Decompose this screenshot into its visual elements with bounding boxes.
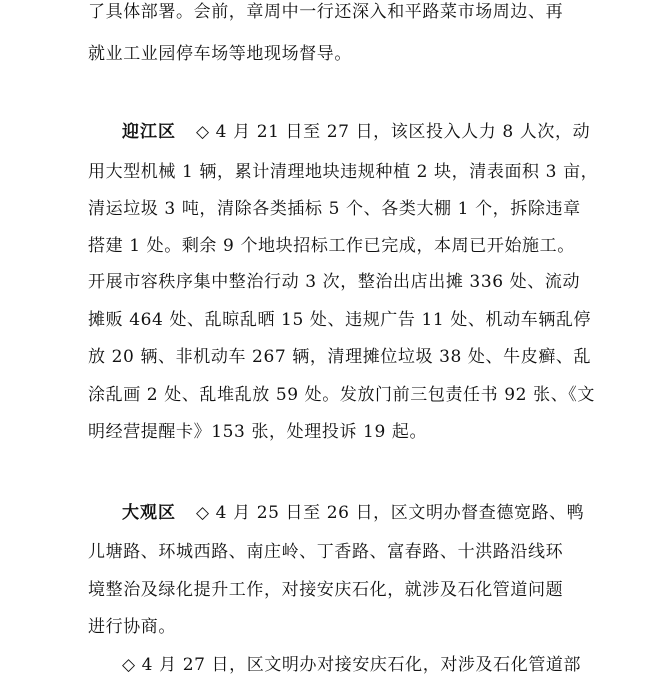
district-name-daguan: 大观区 [122,503,176,523]
yingjiang-line-4: 搭建 1 处。剩余 9 个地块招标工作已完成，本周已开始施工。 [88,236,575,256]
daguan-paragraph-first-line [122,503,585,523]
yingjiang-line-1: ◇ 4 月 21 日至 27 日，该区投入人力 8 人次，动 [196,122,591,142]
yingjiang-paragraph-first-line [122,122,591,142]
intro-line-1: 了具体部署。会前，章周中一行还深入和平路菜市场周边、再 [88,2,564,22]
yingjiang-line-8: 涂乱画 2 处、乱堆乱放 59 处。发放门前三包责任书 92 张、《文 [88,385,596,405]
yingjiang-line-7: 放 20 辆、非机动车 267 辆，清理摊位垃圾 38 处、牛皮癣、乱 [88,347,592,367]
yingjiang-line-9: 明经营提醒卡》153 张，处理投诉 19 起。 [88,422,428,442]
daguan-line-4: 进行协商。 [88,617,176,637]
yingjiang-line-3: 清运垃圾 3 吨，清除各类插标 5 个、各类大棚 1 个，拆除违章 [88,199,581,219]
daguan-line-3: 境整治及绿化提升工作，对接安庆石化，就涉及石化管道问题 [88,580,564,600]
daguan-line-1: ◇ 4 月 25 日至 26 日，区文明办督查德宽路、鸭 [196,503,585,523]
district-name-yingjiang: 迎江区 [122,122,176,142]
yingjiang-line-6: 摊贩 464 处、乱晾乱晒 15 处、违规广告 11 处、机动车辆乱停 [88,310,592,330]
yingjiang-line-5: 开展市容秩序集中整治行动 3 次，整治出店出摊 336 处、流动 [88,272,581,292]
daguan-line-5: ◇ 4 月 27 日，区文明办对接安庆石化，对涉及石化管道部 [122,655,582,675]
daguan-line-2: 儿塘路、环城西路、南庄岭、丁香路、富春路、十洪路沿线环 [88,542,564,562]
intro-line-2: 就业工业园停车场等地现场督导。 [88,44,352,64]
yingjiang-line-2: 用大型机械 1 辆，累计清理地块违规种植 2 块，清表面积 3 亩， [88,162,599,182]
